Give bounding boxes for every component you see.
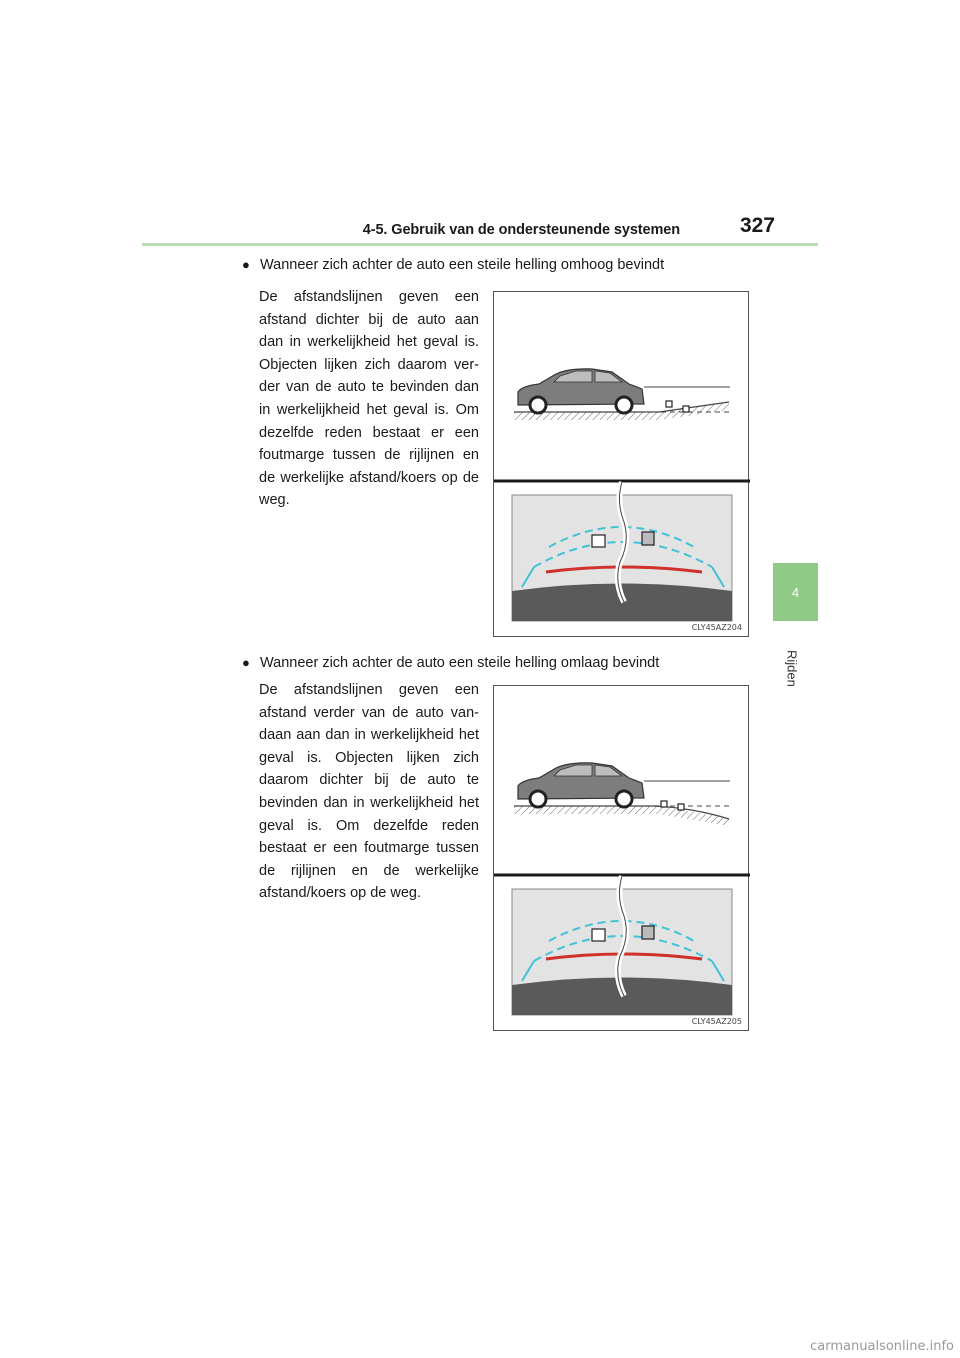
body-paragraph-uphill: De afstandslijnen geven een afstand dichter bij de auto aan dan in werkelijkheid het geval is. Objecten lijken zich daarom ver-der van de auto te bevinden dan in werkelijkheid het geval is. Om dezelfde reden bestaat er een foutmarge tussen de rijlijnen en de werkelijke afstand/koers op de weg. xyxy=(259,289,479,509)
figure-code: CLY45AZ204 xyxy=(691,623,742,632)
page-number: 327 xyxy=(739,214,775,237)
car-icon xyxy=(518,369,644,413)
figure-uphill xyxy=(493,291,749,637)
bullet-heading-text: Wanneer zich achter de auto een steile helling omlaag bevindt xyxy=(260,655,660,671)
obstacle-box xyxy=(592,929,605,941)
obstacle-box xyxy=(642,926,654,939)
section-title: 4-5. Gebruik van de ondersteunende systemen xyxy=(362,222,680,238)
obstacle-box xyxy=(661,801,667,807)
bullet-heading-downhill xyxy=(242,655,659,671)
obstacle-box xyxy=(683,406,689,412)
obstacle-box xyxy=(666,401,672,407)
chapter-number: 4 xyxy=(791,584,800,600)
car-icon xyxy=(518,763,644,807)
bullet-heading-uphill xyxy=(242,257,664,273)
obstacle-box xyxy=(642,532,654,545)
diagram-uphill xyxy=(494,292,750,638)
diagram-downhill xyxy=(494,686,750,1032)
header-divider xyxy=(142,243,818,246)
chapter-tab[interactable] xyxy=(773,563,818,621)
figure-downhill xyxy=(493,685,749,1031)
chapter-label: Rijden xyxy=(784,650,800,687)
bullet-heading-text: Wanneer zich achter de auto een steile helling omhoog bevindt xyxy=(260,257,665,273)
figure-code: CLY45AZ205 xyxy=(691,1017,742,1026)
bullet-icon: ● xyxy=(242,257,250,272)
obstacle-box xyxy=(592,535,605,547)
watermark: carmanualsonline.info xyxy=(810,1339,954,1354)
body-paragraph-downhill: De afstandslijnen geven een afstand verder van de auto van-daan aan dan in werkelijkheid het geval is. Objecten lijken zich daarom dichter bij de auto te bevinden dan in werkelijkheid het geval is. Om dezelfde reden bestaat er een foutmarge tussen de rijlijnen en de werkelijke afstand/koers op de weg. xyxy=(259,682,479,902)
obstacle-box xyxy=(678,804,684,810)
bullet-icon: ● xyxy=(242,655,250,670)
